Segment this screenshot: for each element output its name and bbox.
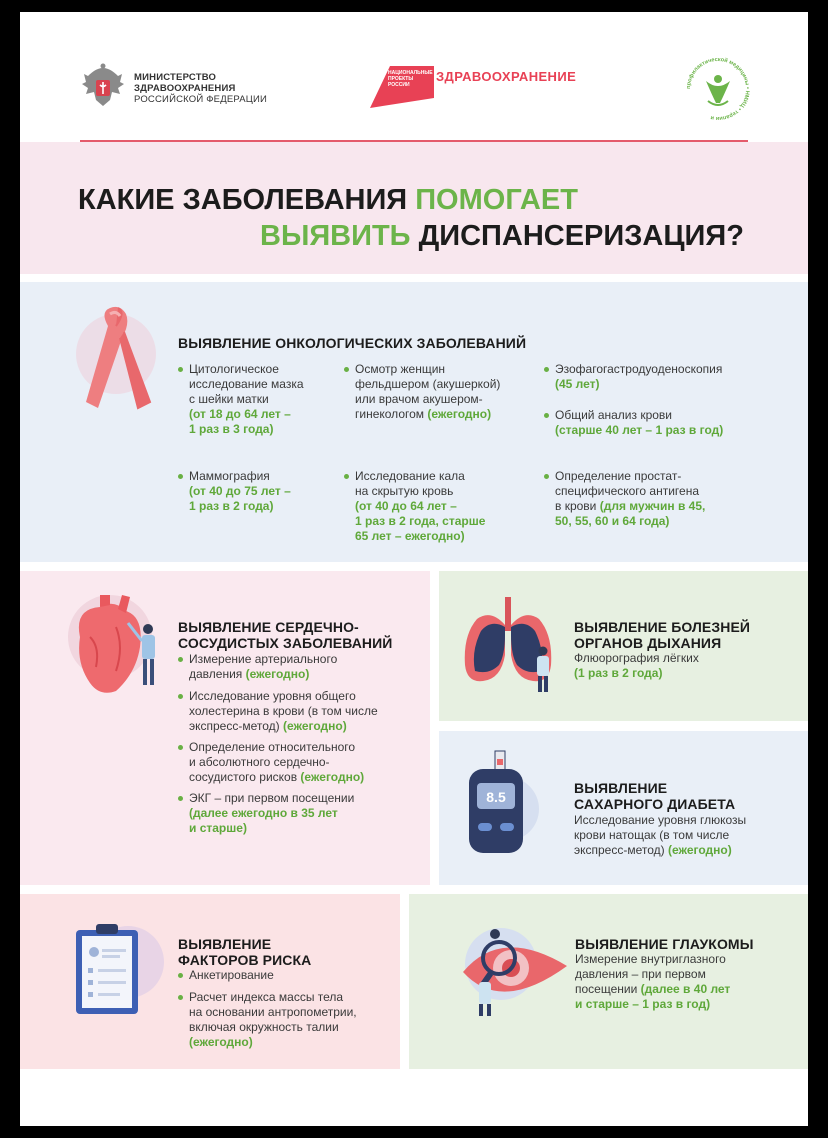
- diab-heading-2: САХАРНОГО ДИАБЕТА: [574, 796, 736, 812]
- card2-t1: Исследование уровня общего: [189, 689, 356, 703]
- card3-t3: сосудистого рисков: [189, 770, 301, 784]
- card4-t1: ЭКГ – при первом посещении: [189, 791, 355, 805]
- onc7-t1: Определение простат-: [555, 469, 682, 483]
- cardio-item-ecg: [177, 791, 422, 836]
- diab-t3: экспресс-метод): [574, 843, 668, 857]
- glau-g2: и старше – 1 раз в год): [575, 997, 711, 1011]
- ministry-line-1: МИНИСТЕРСТВО: [134, 72, 217, 83]
- onc6-g1: (старше 40 лет – 1 раз в год): [555, 423, 724, 437]
- onc5-t1: Эзофагогастродуоденоскопия: [555, 362, 723, 376]
- oncology-item-psa: [543, 469, 773, 529]
- card1-g1: (ежегодно): [245, 667, 310, 681]
- card4-g1: (далее ежегодно в 35 лет: [189, 806, 338, 820]
- onc1-t3: с шейки матки: [189, 392, 269, 406]
- onc7-t3: в крови: [555, 499, 600, 513]
- cardio-heading-2: СОСУДИСТЫХ ЗАБОЛЕВАНИЙ: [178, 635, 393, 651]
- title-part-2: ПОМОГАЕТ: [415, 184, 578, 216]
- risk-heading: [178, 936, 311, 968]
- glucometer-reading: 8.5: [486, 789, 506, 805]
- title-part-1: КАКИЕ ЗАБОЛЕВАНИЯ: [78, 184, 416, 216]
- diab-t1: Исследование уровня глюкозы: [574, 813, 747, 827]
- nmic-emblem-icon: [684, 55, 752, 123]
- cardio-item-cv-risk: [177, 740, 422, 785]
- card2-t3: экспресс-метод): [189, 719, 283, 733]
- cardio-panel: [20, 571, 430, 885]
- onc3-g1: (ежегодно): [427, 407, 492, 421]
- risk2-t2: на основании антропометрии,: [189, 1005, 357, 1019]
- onc7-g2: 50, 55, 60 и 64 года): [555, 514, 670, 528]
- title-part-3: ВЫЯВИТЬ: [260, 220, 411, 252]
- onc4-g1: (от 40 до 64 лет –: [355, 499, 457, 513]
- onc1-t1: Цитологическое: [189, 362, 279, 376]
- oncology-heading: ВЫЯВЛЕНИЕ ОНКОЛОГИЧЕСКИХ ЗАБОЛЕВАНИЙ: [178, 335, 527, 351]
- cardio-heading-1: ВЫЯВЛЕНИЕ СЕРДЕЧНО-: [178, 619, 359, 635]
- respiratory-panel: [439, 571, 808, 721]
- onc3-t4: гинекологом: [355, 407, 428, 421]
- oncology-item-occult-blood: [343, 469, 523, 544]
- onc3-t3: или врачом акушером-: [355, 392, 483, 406]
- card1-t2: давления: [189, 667, 246, 681]
- cardio-heading: [178, 619, 392, 651]
- resp-heading-1: ВЫЯВЛЕНИЕ БОЛЕЗНЕЙ: [574, 619, 751, 635]
- card4-g2: и старше): [189, 821, 247, 835]
- card3-t1: Определение относительного: [189, 740, 356, 754]
- page-title: [78, 182, 768, 254]
- onc3-t1: Осмотр женщин: [355, 362, 446, 376]
- nmic-logo: [684, 55, 752, 123]
- cardio-item-blood-pressure: [177, 652, 417, 682]
- onc1-t2: исследование мазка: [189, 377, 304, 391]
- resp-g1: (1 раз в 2 года): [574, 666, 663, 680]
- onc1-g1: (от 18 до 64 лет –: [189, 407, 291, 421]
- diabetes-panel: [439, 731, 808, 885]
- heart-with-doctor-icon: [60, 587, 170, 707]
- onc4-t1: Исследование кала: [355, 469, 465, 483]
- risk2-t1: Расчет индекса массы тела: [189, 990, 344, 1004]
- ministry-line-2: ЗДРАВООХРАНЕНИЯ: [134, 83, 236, 94]
- diab-t2: крови натощак (в том числе: [574, 828, 730, 842]
- glau-t3: посещении: [575, 982, 641, 996]
- onc6-t1: Общий анализ крови: [555, 408, 673, 422]
- resp-t1: Флюорография лёгких: [574, 651, 699, 665]
- np-small-line-3: РОССИИ: [388, 82, 410, 88]
- onc4-g3: 65 лет – ежегодно): [355, 529, 465, 543]
- svg-text:профилактической медицины • НМ: профилактической медицины • НМИЦ • терапии и: [685, 56, 751, 122]
- risk-heading-2: ФАКТОРОВ РИСКА: [178, 952, 312, 968]
- glau-t2: давления – при первом: [575, 967, 706, 981]
- ministry-logo: [80, 62, 290, 112]
- risk2-t3: включая окружность талии: [189, 1020, 339, 1034]
- onc4-t2: на скрытую кровь: [355, 484, 454, 498]
- np-main-title: ЗДРАВООХРАНЕНИЕ: [436, 69, 577, 84]
- card2-t2: холестерина в крови (в том числе: [189, 704, 378, 718]
- oncology-item-mammography: [177, 469, 337, 514]
- risk2-g1: (ежегодно): [189, 1035, 253, 1049]
- glaucoma-heading: ВЫЯВЛЕНИЕ ГЛАУКОМЫ: [575, 936, 754, 952]
- infographic-sheet: [20, 12, 808, 1126]
- onc1-g2: 1 раз в 3 года): [189, 422, 274, 436]
- onc4-g2: 1 раз в 2 года, старше: [355, 514, 486, 528]
- card3-g1: (ежегодно): [300, 770, 365, 784]
- title-part-4: ДИСПАНСЕРИЗАЦИЯ?: [410, 220, 744, 252]
- onc2-g2: 1 раз в 2 года): [189, 499, 274, 513]
- onc5-g1: (45 лет): [555, 377, 600, 391]
- double-eagle-emblem-icon: [80, 62, 126, 112]
- diab-g1: (ежегодно): [667, 843, 732, 857]
- card1-t1: Измерение артериального: [189, 652, 338, 666]
- oncology-item-egds: [543, 362, 773, 392]
- glaucoma-panel: [409, 894, 808, 1069]
- diabetes-heading: [574, 780, 735, 812]
- risk-heading-1: ВЫЯВЛЕНИЕ: [178, 936, 272, 952]
- card2-g1: (ежегодно): [282, 719, 347, 733]
- glau-g1: (далее в 40 лет: [640, 982, 731, 996]
- glau-t1: Измерение внутриглазного: [575, 952, 726, 966]
- awareness-ribbon-icon: [68, 304, 158, 414]
- np-small-line-2: ПРОЕКТЫ: [388, 76, 414, 82]
- lungs-with-doctor-icon: [461, 595, 561, 695]
- onc7-g1: (для мужчин в 45,: [599, 499, 706, 513]
- respiratory-heading: [574, 619, 750, 651]
- risk-item-bmi: [177, 990, 397, 1050]
- oncology-item-gyn-exam: [343, 362, 523, 422]
- diab-heading-1: ВЫЯВЛЕНИЕ: [574, 780, 668, 796]
- resp-heading-2: ОРГАНОВ ДЫХАНИЯ: [574, 635, 722, 651]
- np-small-line-1: НАЦИОНАЛЬНЫЕ: [388, 70, 433, 76]
- glucometer-icon: [461, 749, 541, 861]
- risk-item-questionnaire: [177, 968, 397, 983]
- oncology-item-cytology: [177, 362, 337, 437]
- ministry-line-3: РОССИЙСКОЙ ФЕДЕРАЦИИ: [134, 94, 268, 105]
- diabetes-text: [574, 813, 799, 858]
- onc3-t2: фельдшером (акушеркой): [355, 377, 501, 391]
- national-projects-logo: [368, 64, 598, 110]
- onc7-t2: специфического антигена: [555, 484, 700, 498]
- onc2-g1: (от 40 до 75 лет –: [189, 484, 291, 498]
- cardio-item-cholesterol: [177, 689, 422, 734]
- eye-with-magnifier-icon: [461, 922, 573, 1018]
- oncology-panel: [20, 282, 808, 562]
- risk1-t1: Анкетирование: [189, 968, 274, 982]
- card3-t2: и абсолютного сердечно-: [189, 755, 330, 769]
- clipboard-checklist-icon: [72, 922, 172, 1018]
- oncology-item-blood-test: [543, 408, 773, 438]
- risk-factors-panel: [20, 894, 400, 1069]
- glaucoma-text: [575, 952, 795, 1012]
- respiratory-text: [574, 651, 794, 681]
- onc2-t1: Маммография: [189, 469, 270, 483]
